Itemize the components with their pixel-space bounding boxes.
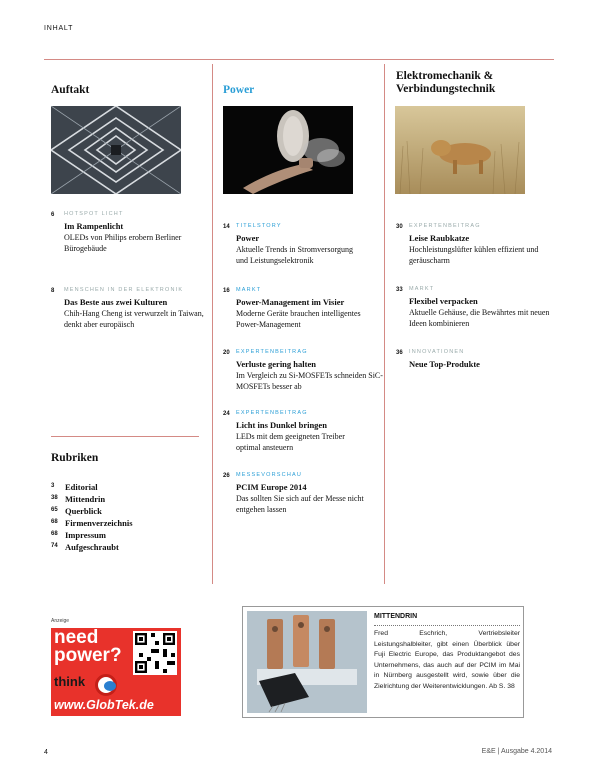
toc-entry[interactable]: [223, 223, 383, 263]
entry-desc: Chih-Hang Cheng ist verwurzelt in Taiwan, denkt aber europäisch: [64, 309, 204, 329]
mittendrin-heading: MITTENDRIN: [374, 613, 418, 620]
entry-title: Leise Raubkatze: [409, 233, 470, 243]
ad-label: Anzeige: [51, 618, 70, 624]
entry-kicker: INNOVATIONEN: [409, 349, 465, 355]
qr-code-icon: [133, 631, 177, 675]
entry-kicker: EXPERTENBEITRAG: [409, 223, 481, 229]
entry-title: Power: [236, 233, 260, 243]
entry-kicker: EXPERTENBEITRAG: [236, 410, 308, 416]
globtek-logo-icon: [95, 674, 117, 696]
entry-page: 30: [396, 224, 403, 230]
entry-desc: Das sollten Sie sich auf der Messe nicht entgehen lassen: [236, 494, 364, 514]
entry-desc: LEDs mit dem geeigneten Treiber optimal ansteuern: [236, 432, 345, 452]
entry-page: 16: [223, 288, 230, 294]
ad-power: power?: [54, 645, 122, 666]
entry-title: PCIM Europe 2014: [236, 482, 307, 492]
entry-kicker: MARKT: [236, 287, 262, 293]
top-rule: [44, 59, 554, 60]
entry-kicker: EXPERTENBEITRAG: [236, 349, 308, 355]
entry-page: 33: [396, 287, 403, 293]
entry-desc: Aktuelle Gehäuse, die Bewährtes mit neuen Ideen kombinieren: [409, 308, 550, 328]
mittendrin-text: Fred Eschrich, Vertriebsleiter Leistungshalbleiter, gibt einen Überblick über Fuji Electric Europe, das Produktangebot des Unternehmens, das auch auf der PCIM im Mai in Nürnberg ausgestellt wird, sowie über die Zielrichtung der Weiterentwicklungen. Ab S. 38: [374, 630, 520, 690]
section-title-rubriken: Rubriken: [51, 452, 99, 464]
toc-entry[interactable]: [223, 410, 383, 450]
column-divider: [212, 64, 213, 584]
rubrik-label: Mittendrin: [65, 494, 106, 504]
ad-need: need: [54, 628, 99, 648]
entry-page: 6: [51, 212, 55, 218]
image-lioness: [395, 106, 525, 194]
entry-desc: OLEDs von Philips erobern Berliner Bürogebäude: [64, 233, 182, 253]
entry-kicker: MESSEVORSCHAU: [236, 472, 303, 478]
rubrik-page: 38: [51, 495, 58, 501]
entry-title: Licht ins Dunkel bringen: [236, 420, 327, 430]
entry-kicker: TITELSTORY: [236, 223, 282, 229]
entry-page: 14: [223, 224, 230, 230]
rubrik-page: 68: [51, 519, 58, 525]
ad-url: www.GlobTek.de: [54, 698, 154, 712]
issue-label: E&E | Ausgabe 4.2014: [481, 748, 552, 755]
entry-title: Power-Management im Visier: [236, 297, 345, 307]
entry-title: Im Rampenlicht: [64, 221, 124, 231]
entry-kicker: HOTSPOT LICHT: [64, 211, 124, 217]
rubrik-page: 74: [51, 543, 58, 549]
entry-desc: Aktuelle Trends in Stromversorgung und Leistungselektronik: [236, 245, 353, 265]
entry-title: Das Beste aus zwei Kulturen: [64, 297, 168, 307]
rubrik-label: Impressum: [65, 530, 106, 540]
image-power-hand: [223, 106, 353, 194]
rubrik-page: 68: [51, 531, 58, 537]
column-divider: [384, 64, 385, 584]
toc-entry[interactable]: [51, 211, 211, 251]
section-title-power: Power: [223, 84, 255, 96]
entry-kicker: MARKT: [409, 286, 435, 292]
toc-entry[interactable]: [223, 472, 383, 512]
entry-title: Flexibel verpacken: [409, 296, 478, 306]
entry-page: 8: [51, 288, 55, 294]
page-number: 4: [44, 749, 48, 756]
image-atrium: [51, 106, 181, 194]
rubrik-page: 65: [51, 507, 58, 513]
section-title-elektromechanik: Elektromechanik & Verbindungstechnik: [396, 70, 496, 95]
rubrik-label: Aufgeschraubt: [65, 542, 119, 552]
toc-entry[interactable]: [223, 287, 383, 327]
rubrik-label: Querblick: [65, 506, 102, 516]
entry-page: 36: [396, 350, 403, 356]
entry-kicker: MENSCHEN IN DER ELEKTRONIK: [64, 287, 184, 293]
entry-page: 26: [223, 473, 230, 479]
rubrik-label: Editorial: [65, 482, 98, 492]
mittendrin-box[interactable]: [242, 606, 524, 718]
mittendrin-rule: [374, 625, 520, 626]
ad-think: think: [54, 674, 86, 689]
rubrik-label: Firmenverzeichnis: [65, 518, 133, 528]
entry-page: 24: [223, 411, 230, 417]
section-label: INHALT: [44, 25, 74, 32]
rubrik-page: 3: [51, 483, 55, 489]
toc-entry[interactable]: [396, 223, 556, 263]
section-title-auftakt: Auftakt: [51, 84, 90, 96]
ad-globtek[interactable]: [51, 628, 181, 716]
entry-desc: Im Vergleich zu Si-MOSFETs schneiden SiC-MOSFETs besser ab: [236, 371, 383, 391]
entry-desc: Moderne Geräte brauchen intelligentes Power-Management: [236, 309, 361, 329]
rubriken-rule: [51, 436, 199, 437]
entry-desc: Hochleistungslüfter kühlen effizient und geräuscharm: [409, 245, 539, 265]
toc-entry[interactable]: [396, 349, 556, 374]
entry-page: 20: [223, 350, 230, 356]
entry-title: Neue Top-Produkte: [409, 359, 480, 369]
toc-entry[interactable]: [396, 286, 556, 326]
image-power-module: [247, 611, 367, 713]
toc-entry[interactable]: [51, 287, 211, 327]
toc-entry[interactable]: [223, 349, 383, 389]
entry-title: Verluste gering halten: [236, 359, 316, 369]
